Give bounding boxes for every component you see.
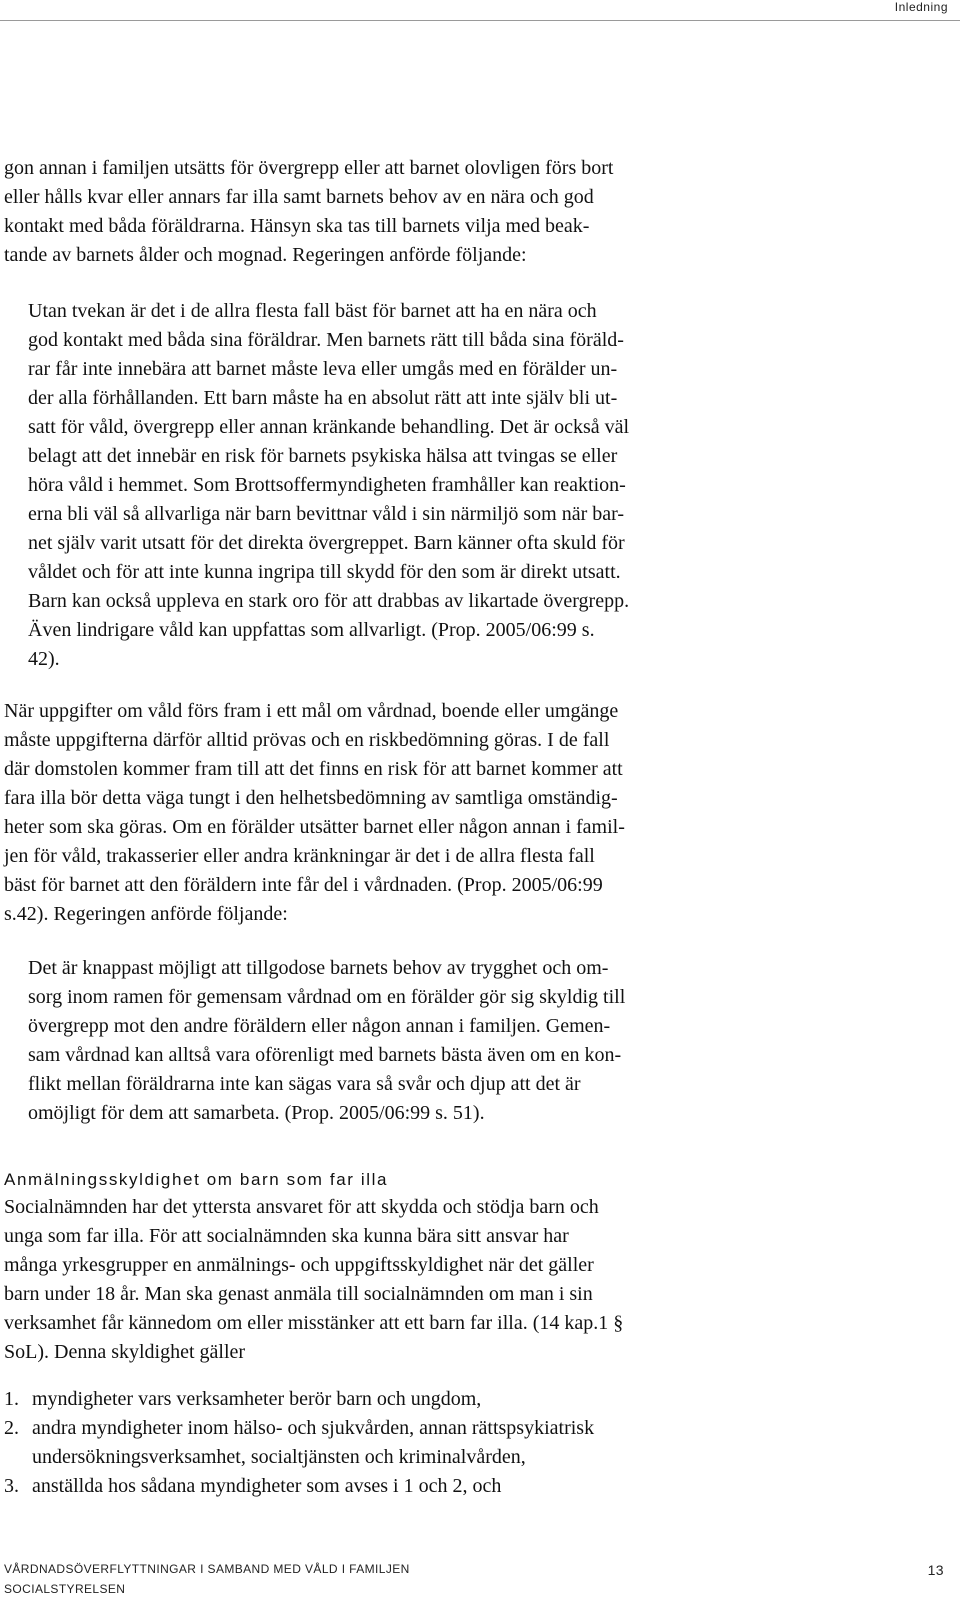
list-item-text: anställda hos sådana myndigheter som avses i 1 och 2, och bbox=[32, 1475, 502, 1497]
block-quote-1: Utan tvekan är det i de allra flesta fall bäst för barnet att ha en nära och god kontakt med båda sina föräldrar. Men barnets rätt till båda sina föräld- rar får inte innebära att barnet måste leva eller umgås med en förälder un- der alla förhållanden. Ett barn måste ha en absolut rätt att inte själv bli ut- satt för våld, övergrepp eller annan kränkande behandling. Det är också väl belagt att det innebär en risk för barnets psykiska hälsa att tvingas se eller höra våld i hemmet. Som Brottsoffermyndigheten framhåller kan reaktion- erna bli väl så allvarliga när barn bevittnar våld i sin närmiljö som när bar- net själv varit utsatt för det direkta övergreppet. Barn känner ofta skuld för våldet och för att inte kunna ingripa till skydd för den som är direkt utsatt. Barn kan också uppleva en stark oro för att drabbas av likartade övergrepp. Även lindrigare våld kan uppfattas som allvarligt. (Prop. 2005/06:99 s. 42). bbox=[28, 300, 630, 670]
footer-publisher: SOCIALSTYRELSEN bbox=[4, 1582, 126, 1596]
running-header: Inledning bbox=[894, 0, 948, 14]
page-number: 13 bbox=[927, 1562, 944, 1578]
list-item bbox=[4, 1414, 784, 1472]
body-paragraph-1: gon annan i familjen utsätts för övergrepp eller att barnet olovligen förs bort eller hålls kvar eller annars far illa samt barnets behov av en nära och god kontakt med båda föräldrarna. Hänsyn ska tas till barnets vilja med beak- tande av barnets ålder och mognad. Regeringen anförde följande: bbox=[4, 157, 614, 266]
obligation-list bbox=[4, 1385, 784, 1501]
header-rule bbox=[0, 20, 960, 21]
list-item bbox=[4, 1385, 784, 1414]
list-item bbox=[4, 1472, 784, 1501]
list-item-number: 3. bbox=[4, 1475, 19, 1497]
list-item-number: 2. bbox=[4, 1417, 19, 1439]
body-paragraph-2: När uppgifter om våld förs fram i ett mål om vårdnad, boende eller umgänge måste uppgifterna därför alltid prövas och en riskbedömning göras. I de fall där domstolen kommer fram till att det finns en risk för att barnet kommer att fara illa bör detta väga tungt i den helhetsbedömning av samtliga omständig- heter som ska göras. Om en förälder utsätter barnet eller någon annan i famil- jen för våld, trakasserier eller andra kränkningar är det i de allra flesta fall bäst för barnet att den föräldern inte får del i vårdnaden. (Prop. 2005/06:99 s.42). Regeringen anförde följande: bbox=[4, 700, 625, 925]
footer-report-title-row bbox=[4, 1562, 944, 1576]
section-body-paragraph: Socialnämnden har det yttersta ansvaret för att skydda och stödja barn och unga som far illa. För att socialnämnden ska kunna bära sitt ansvar har många yrkesgrupper en anmälnings- och uppgiftsskyldighet när det gäller barn under 18 år. Man ska genast anmäla till socialnämnden om man i sin verksamhet får kännedom om eller misstänker att ett barn far illa. (14 kap.1 § SoL). Denna skyldighet gäller bbox=[4, 1196, 624, 1363]
footer-report-title: VÅRDNADSÖVERFLYTTNINGAR I SAMBAND MED VÅLD I FAMILJEN bbox=[4, 1562, 410, 1576]
section-heading: Anmälningsskyldighet om barn som far illa bbox=[4, 1170, 389, 1189]
list-item-text: myndigheter vars verksamheter berör barn och ungdom, bbox=[32, 1388, 482, 1410]
block-quote-2: Det är knappast möjligt att tillgodose barnets behov av trygghet och om- sorg inom ramen för gemensam vårdnad om en förälder gör sig skyldig till övergrepp mot den andre föräldern eller någon annan i familjen. Gemen- sam vårdnad kan alltså vara oförenligt med barnets bästa även om en kon- flikt mellan föräldrarna inte kan sägas vara så svår och djup att det är omöjligt för dem att samarbeta. (Prop. 2005/06:99 s. 51). bbox=[28, 957, 626, 1124]
list-item-number: 1. bbox=[4, 1388, 19, 1410]
list-item-text: andra myndigheter inom hälso- och sjukvården, annan rättspsykiatrisk undersökningsverksamhet, socialtjänsten och kriminalvården, bbox=[32, 1417, 595, 1468]
